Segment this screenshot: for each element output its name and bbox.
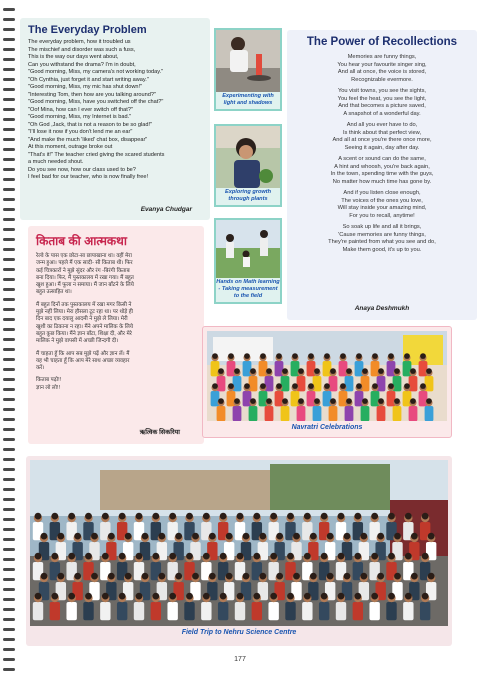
binding-ring	[3, 488, 15, 491]
plants-photo	[216, 126, 280, 188]
binding-ring	[3, 578, 15, 581]
binding-ring	[3, 328, 15, 331]
binding-ring	[3, 548, 15, 551]
recollection-line: They're painted from what you see and do,	[328, 239, 436, 245]
poem-line: "Good morning, Miss, my Internet is bad."	[28, 114, 132, 120]
hindi-title: किताब की आत्मकथा	[36, 234, 127, 248]
recollections-author: Anaya Deshmukh	[354, 305, 410, 312]
recollections-body	[293, 54, 471, 254]
poem-line: The everyday problem, how it troubled us	[28, 39, 131, 45]
binding-ring	[3, 228, 15, 231]
binding-ring	[3, 68, 15, 71]
person-figure	[409, 398, 418, 421]
binding-ring	[3, 428, 15, 431]
binding-ring	[3, 88, 15, 91]
binding-ring	[3, 668, 15, 671]
binding-ring	[3, 508, 15, 511]
experimenting-caption: Experimenting with light and shadows	[222, 93, 274, 106]
person-figure	[218, 593, 228, 620]
recollection-line: A hint and whoosh, you're back again,	[334, 163, 430, 170]
recollection-line: And that becomes a picture saved,	[338, 103, 426, 109]
binding-ring	[3, 378, 15, 381]
binding-ring	[3, 208, 15, 211]
person-figure	[369, 593, 379, 620]
binding-ring	[3, 458, 15, 461]
binding-ring	[3, 618, 15, 621]
recollection-line: Will stay inside your amazing mind,	[337, 205, 427, 211]
field-trip-card	[26, 456, 452, 646]
binding-ring	[3, 18, 15, 21]
binding-ring	[3, 8, 15, 11]
binding-ring	[3, 108, 15, 111]
recollection-line: Memories are funny things,	[347, 54, 417, 60]
binding-ring	[3, 388, 15, 391]
binding-ring	[3, 248, 15, 251]
recollection-line: You feel the heat, you see the light,	[337, 95, 427, 102]
hindi-story	[28, 226, 204, 444]
binding-ring	[3, 638, 15, 641]
recollection-line: And all at once you're there once more,	[332, 137, 432, 143]
recollection-line: Is think about that perfect view,	[342, 129, 422, 136]
person-figure	[233, 398, 242, 421]
binding-ring	[3, 398, 15, 401]
poem-line: "Oh God ,Jack, that is not a reason to be so glad!"	[28, 121, 152, 128]
person-figure	[151, 593, 161, 620]
binding-ring	[3, 198, 15, 201]
binding-ring	[3, 358, 15, 361]
person-figure	[268, 593, 278, 620]
poem-line: "And make the much 'liked' chat box, disappear"	[28, 136, 148, 143]
recollection-line: For you to recall, anytime!	[349, 212, 415, 219]
binding-ring	[3, 338, 15, 341]
person-figure	[134, 593, 144, 620]
poem-line: "That's it!" The teacher cried giving the scared students	[28, 151, 165, 158]
hindi-line: करें।	[36, 365, 45, 372]
everyday-author: Evanya Chudgar	[140, 206, 192, 213]
binding-ring	[3, 38, 15, 41]
hands-on-card	[214, 218, 282, 304]
person-figure	[265, 398, 274, 421]
recollection-line: Recognizable evermore.	[351, 76, 413, 83]
poem-line: "Good morning, Miss, my camera's not working today."	[28, 69, 164, 75]
binding-ring	[3, 178, 15, 181]
binding-ring	[3, 298, 15, 301]
hindi-line: मैं चाहता हूँ कि आप सब मुझे पढ़ें और ज्ञान लें। मैं	[36, 350, 130, 357]
hindi-line: मैं बहुत दिनों तक पुस्तकालय में रखा मगर किसी ने	[36, 301, 132, 308]
binding-ring	[3, 438, 15, 441]
person-figure	[313, 398, 322, 421]
person-figure	[377, 398, 386, 421]
binding-ring	[3, 118, 15, 121]
field-trip-photo	[30, 460, 448, 626]
recollection-line: So soak up life and all it brings,	[342, 224, 422, 230]
navratri-caption: Navratri Celebrations	[291, 424, 363, 431]
recollection-line: In the town, spending time with the guys,	[330, 171, 434, 177]
binding-ring	[3, 288, 15, 291]
person-figure	[249, 398, 258, 421]
field-trip-caption: Field Trip to Nehru Science Centre	[181, 629, 297, 636]
hindi-line: मालिक ने मुझे वापसी में अच्छी जिन्दगी दी।	[36, 338, 119, 345]
person-figure	[217, 398, 226, 421]
recollection-line: You visit towns, you see the sights,	[338, 88, 426, 94]
binding-ring	[3, 468, 15, 471]
binding-ring	[3, 648, 15, 651]
exploring-card	[214, 124, 282, 207]
everyday-lines	[28, 39, 202, 182]
binding-ring	[3, 568, 15, 571]
person-figure	[393, 398, 402, 421]
experimenting-card	[214, 28, 282, 111]
poem-line: "Oof Mina, how can I ever switch off that?"	[28, 106, 133, 113]
hindi-line: ज्ञान लो लो!!	[36, 384, 60, 391]
poem-line: Can you withstand the drama? I'm in doubt,	[28, 61, 136, 68]
binding-ring	[3, 158, 15, 161]
person-figure	[50, 593, 60, 620]
person-figure	[33, 593, 43, 620]
binding-ring	[3, 138, 15, 141]
person-figure	[235, 593, 245, 620]
poem-line: "Interesting Tom, then how are you talking around?"	[28, 91, 156, 98]
hindi-line: रेल्वे के पास एक छोटा-सा छापाखाना था। वहीं मेरा	[36, 253, 132, 259]
binding-ring	[3, 238, 15, 241]
hands-on-caption: Hands on Math learning - Taking measurement to the field	[216, 279, 280, 299]
recollection-line: A snapshot of a wonderful day.	[343, 110, 421, 117]
person-figure	[281, 398, 290, 421]
poem-line: "Oh Cynthia, just forget it and start writing away."	[28, 76, 149, 83]
person-figure	[252, 593, 262, 620]
person-figure	[66, 593, 76, 620]
everyday-title: The Everyday Problem	[28, 24, 147, 36]
person-figure	[336, 593, 346, 620]
binding-ring	[3, 148, 15, 151]
person-figure	[100, 593, 110, 620]
binding-ring	[3, 478, 15, 481]
poem-line: This is the way our days went about,	[28, 54, 119, 60]
hindi-line: जन्म हुआ। पहले मैं एक सादी- सी किताब थी। फिर	[36, 260, 133, 267]
recollection-line: And if you listen close enough,	[343, 190, 421, 196]
person-figure	[184, 593, 194, 620]
binding-ring	[3, 168, 15, 171]
binding-ring	[3, 268, 15, 271]
notebook-binding	[0, 0, 16, 679]
person-figure	[285, 593, 295, 620]
recollection-line: A scent or sound can do the same,	[338, 156, 426, 162]
recollection-line: No matter how much time has gone by.	[332, 178, 432, 185]
binding-ring	[3, 278, 15, 281]
hindi-line: मुझे नहीं लिया। मेरा हौसला टूट रहा था। पर थोड़े ही	[36, 309, 133, 316]
binding-ring	[3, 348, 15, 351]
binding-ring	[3, 598, 15, 601]
recollection-line: And all at once, the voice is stored,	[337, 69, 427, 75]
person-figure	[302, 593, 312, 620]
exploring-caption: Exploring growth through plants	[225, 189, 271, 202]
navratri-photo	[207, 331, 447, 421]
hindi-line: कई चित्रकारों ने मुझे सुंदर और रंग -बिरंगी किताब	[36, 267, 130, 274]
person-figure	[167, 593, 177, 620]
page-number: 177	[234, 656, 246, 663]
person-figure	[319, 593, 329, 620]
person-figure	[83, 593, 93, 620]
person-figure	[297, 398, 306, 421]
binding-ring	[3, 588, 15, 591]
binding-ring	[3, 308, 15, 311]
person-figure	[329, 398, 338, 421]
binding-ring	[3, 628, 15, 631]
binding-ring	[3, 538, 15, 541]
hindi-line: खुशी का ठिकाना न रहा। मैंने अपने मालिक के लिये	[36, 323, 133, 330]
recollections-poem	[287, 30, 477, 320]
recollection-line: You hear your favourite singer sing,	[337, 61, 427, 68]
person-figure	[420, 593, 430, 620]
poem-line: "Good morning, Miss, my mic has shut down!"	[28, 84, 143, 90]
poem-line: Do you see now, how our class used to be?	[28, 166, 136, 173]
recollection-line: And all you ever have to do,	[346, 122, 418, 128]
person-figure	[403, 593, 413, 620]
binding-ring	[3, 528, 15, 531]
person-figure	[361, 398, 370, 421]
recollection-line: Make them good, it's up to you.	[342, 246, 422, 253]
recollection-line: 'Cause memories are funny things,	[338, 231, 426, 238]
person-figure	[345, 398, 354, 421]
binding-ring	[3, 448, 15, 451]
binding-ring	[3, 218, 15, 221]
binding-ring	[3, 558, 15, 561]
math-field-photo	[216, 220, 280, 278]
binding-ring	[3, 318, 15, 321]
binding-ring	[3, 498, 15, 501]
recollections-title: The Power of Recollections	[306, 36, 458, 48]
binding-ring	[3, 408, 15, 411]
person-figure	[425, 398, 434, 421]
binding-ring	[3, 518, 15, 521]
hindi-line: बना दिया। फिर, मैं पुस्तकालय में रखा गया। मैं बहुत	[36, 274, 134, 281]
binding-ring	[3, 28, 15, 31]
person-figure	[353, 593, 363, 620]
binding-ring	[3, 48, 15, 51]
person-figure	[117, 593, 127, 620]
binding-ring	[3, 368, 15, 371]
hindi-author: ऋत्विक सिकरिया	[139, 429, 180, 436]
hindi-line: किताब पढ़ो!!	[36, 377, 62, 384]
poem-line: The mischief and disorder was such a fuss,	[28, 46, 136, 53]
hindi-line: दिन बाद एक दयालु आदमी ने मुझे ले लिया। मेरी	[36, 316, 128, 323]
hindi-line: खुश हुआ। मैं फूला न समाया। मैं जान बाँटने के लिये	[36, 282, 134, 289]
hindi-line: यह भी चाहता हूँ कि आप मेरे साथ अच्छा व्यवहार	[36, 357, 130, 364]
poem-line: "Good morning, Miss, have you switched off the chat?"	[28, 99, 164, 105]
poem-line: a much needed shout.	[28, 159, 84, 165]
hindi-body	[36, 253, 196, 392]
binding-ring	[3, 58, 15, 61]
everyday-problem-poem	[20, 18, 210, 220]
binding-ring	[3, 128, 15, 131]
binding-ring	[3, 98, 15, 101]
person-figure	[201, 593, 211, 620]
poem-line: "I'll lose it now if you don't lend me an ear"	[28, 129, 133, 135]
binding-ring	[3, 78, 15, 81]
binding-ring	[3, 258, 15, 261]
navratri-card	[202, 326, 452, 438]
binding-ring	[3, 608, 15, 611]
experiment-photo	[216, 30, 280, 92]
hindi-line: बहुत उत्साहित था।	[36, 289, 72, 296]
hindi-line: बहुत कुछ किया। मैंने ज्ञान बाँटा, शिक्षा दी, और मेरे	[36, 330, 132, 337]
recollection-line: Seeing it again, day after day.	[344, 144, 420, 151]
recollection-line: The voices of the ones you love,	[341, 197, 423, 204]
poem-line: I feel bad for our teacher, who is now finally free!	[28, 174, 149, 180]
person-figure	[386, 593, 396, 620]
binding-ring	[3, 188, 15, 191]
binding-ring	[3, 418, 15, 421]
poem-line: At this moment, outrage broke out	[28, 144, 113, 150]
